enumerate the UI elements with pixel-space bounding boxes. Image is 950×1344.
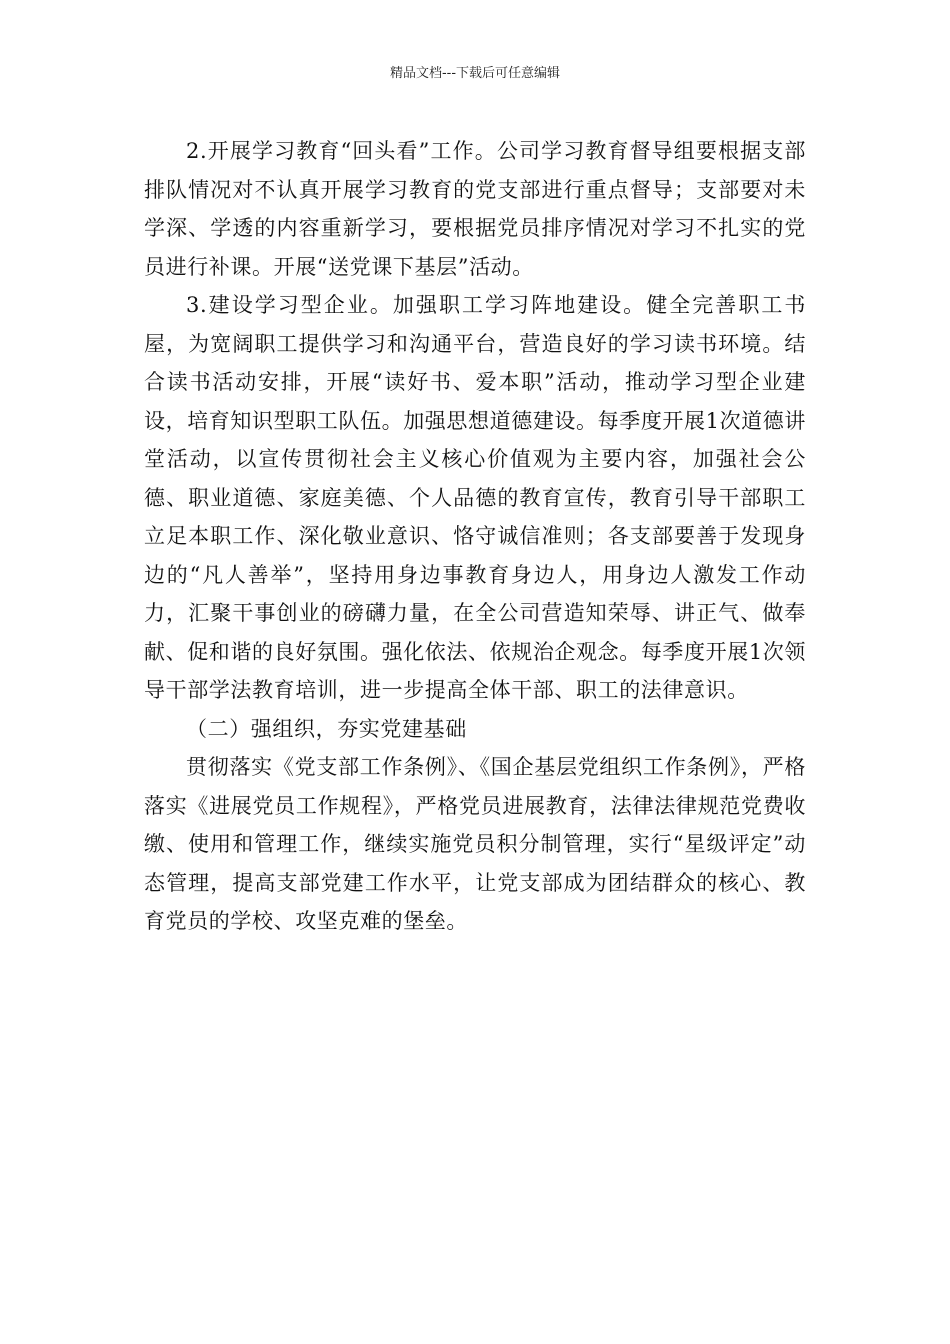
paragraph-item-3: 3.建设学习型企业。加强职工学习阵地建设。健全完善职工书屋，为宽阔职工提供学习和沟通平台，营造良好的学习读书环境。结合读书活动安排，开展“读好书、爱本职”活动，推动学习型企业建设，培育知识型职工队伍。加强思想道德建设。每季度开展1次道德讲堂活动，以宣传贯彻社会主义核心价值观为主要内容，加强社会公德、职业道德、家庭美德、个人品德的教育宣传，教育引导干部职工立足本职工作、深化敬业意识、恪守诚信准则；各支部要善于发现身边的“凡人善举”，坚持用身边事教育身边人，用身边人激发工作动力，汇聚干事创业的磅礴力量，在全公司营造知荣辱、讲正气、做奉献、促和谐的良好氛围。强化依法、依规治企观念。每季度开展1次领导干部学法教育培训，进一步提高全体干部、职工的法律意识。 (144, 293, 806, 702)
section-heading: （二）强组织，夯实党建基础 (186, 716, 467, 741)
document-body (144, 132, 806, 941)
page-header: 精品文档---下载后可任意编辑 (389, 66, 561, 81)
paragraph-item-2: 2.开展学习教育“回头看”工作。公司学习教育督导组要根据支部排队情况对不认真开展学习教育的党支部进行重点督导；支部要对未学深、学透的内容重新学习，要根据党员排序情况对学习不扎实的党员进行补课。开展“送党课下基层”活动。 (144, 139, 806, 279)
paragraph-organization: 贯彻落实《党支部工作条例》、《国企基层党组织工作条例》，严格落实《进展党员工作规程》，严格党员进展教育，法律法律规范党费收缴、使用和管理工作，继续实施党员积分制管理，实行“星级评定”动态管理，提高支部党建工作水平，让党支部成为团结群众的核心、教育党员的学校、攻坚克难的堡垒。 (144, 755, 806, 933)
